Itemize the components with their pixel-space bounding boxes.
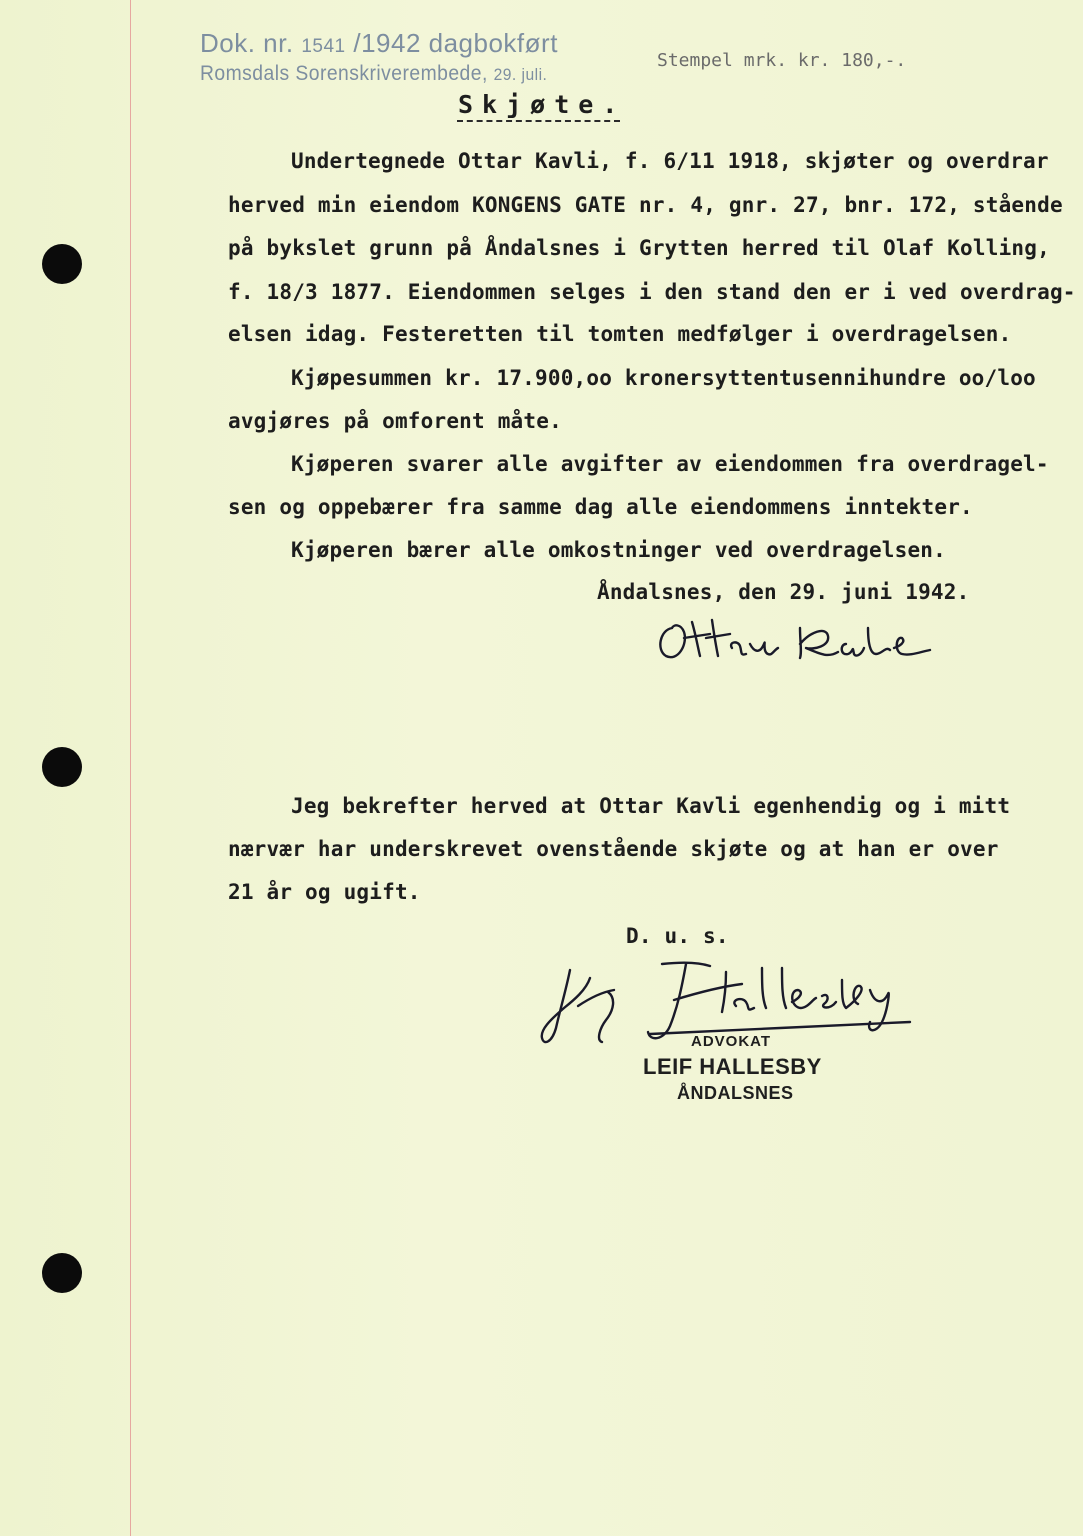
margin-line [130, 0, 131, 1536]
body-line: avgjøres på omforent måte. [228, 409, 562, 433]
stamp-office: Romsdals Sorenskriverembede, [200, 62, 488, 85]
body-line: herved min eiendom KONGENS GATE nr. 4, gnr. 27, bnr. 172, stående [228, 193, 1063, 217]
body-line: på bykslet grunn på Åndalsnes i Grytten herred til Olaf Kolling, [228, 236, 1050, 260]
punch-hole-middle [42, 747, 82, 787]
dus-closing: D. u. s. [626, 924, 729, 948]
confirmation-line: Jeg bekrefter herved at Ottar Kavli egenhendig og i mitt [291, 794, 1011, 818]
confirmation-line: 21 år og ugift. [228, 880, 421, 904]
stamp-date: 29. juli. [493, 65, 548, 84]
place-date: Åndalsnes, den 29. juni 1942. [597, 580, 970, 604]
body-line: f. 18/3 1877. Eiendommen selges i den stand den er i ved overdrag- [228, 280, 1076, 304]
registry-stamp-line-1 [200, 28, 558, 59]
body-line: sen og oppebærer fra samme dag alle eiendommens inntekter. [228, 495, 973, 519]
body-line: Kjøperen svarer alle avgifter av eiendommen fra overdragel- [291, 452, 1049, 476]
body-line: elsen idag. Festeretten til tomten medfølger i overdragelsen. [228, 322, 1012, 346]
stamp-city: ÅNDALSNES [677, 1083, 794, 1103]
stamp-duty-note: Stempel mrk. kr. 180,-. [657, 50, 907, 71]
stamp-role: ADVOKAT [691, 1033, 772, 1050]
stamp-name: LEIF HALLESBY [643, 1054, 822, 1079]
body-line: Kjøperen bærer alle omkostninger ved overdragelsen. [291, 538, 946, 562]
confirmation-line: nærvær har underskrevet ovenstående skjøte og at han er over [228, 837, 999, 861]
punch-hole-bottom [42, 1253, 82, 1293]
body-line: Undertegnede Ottar Kavli, f. 6/11 1918, skjøter og overdrar [291, 149, 1049, 173]
signature-ottar-kavli [650, 608, 940, 674]
stamp-doc-label: Dok. nr. [200, 28, 294, 58]
stamp-doc-number: 1541 [301, 36, 346, 57]
registry-stamp-line-2 [200, 62, 547, 86]
title-underline [457, 120, 620, 122]
document-title: Skjøte. [458, 90, 627, 119]
stamp-year: /1942 dagbokført [353, 28, 558, 58]
body-line: Kjøpesummen kr. 17.900,oo kronersyttentusennihundre oo/loo [291, 366, 1036, 390]
punch-hole-top [42, 244, 82, 284]
